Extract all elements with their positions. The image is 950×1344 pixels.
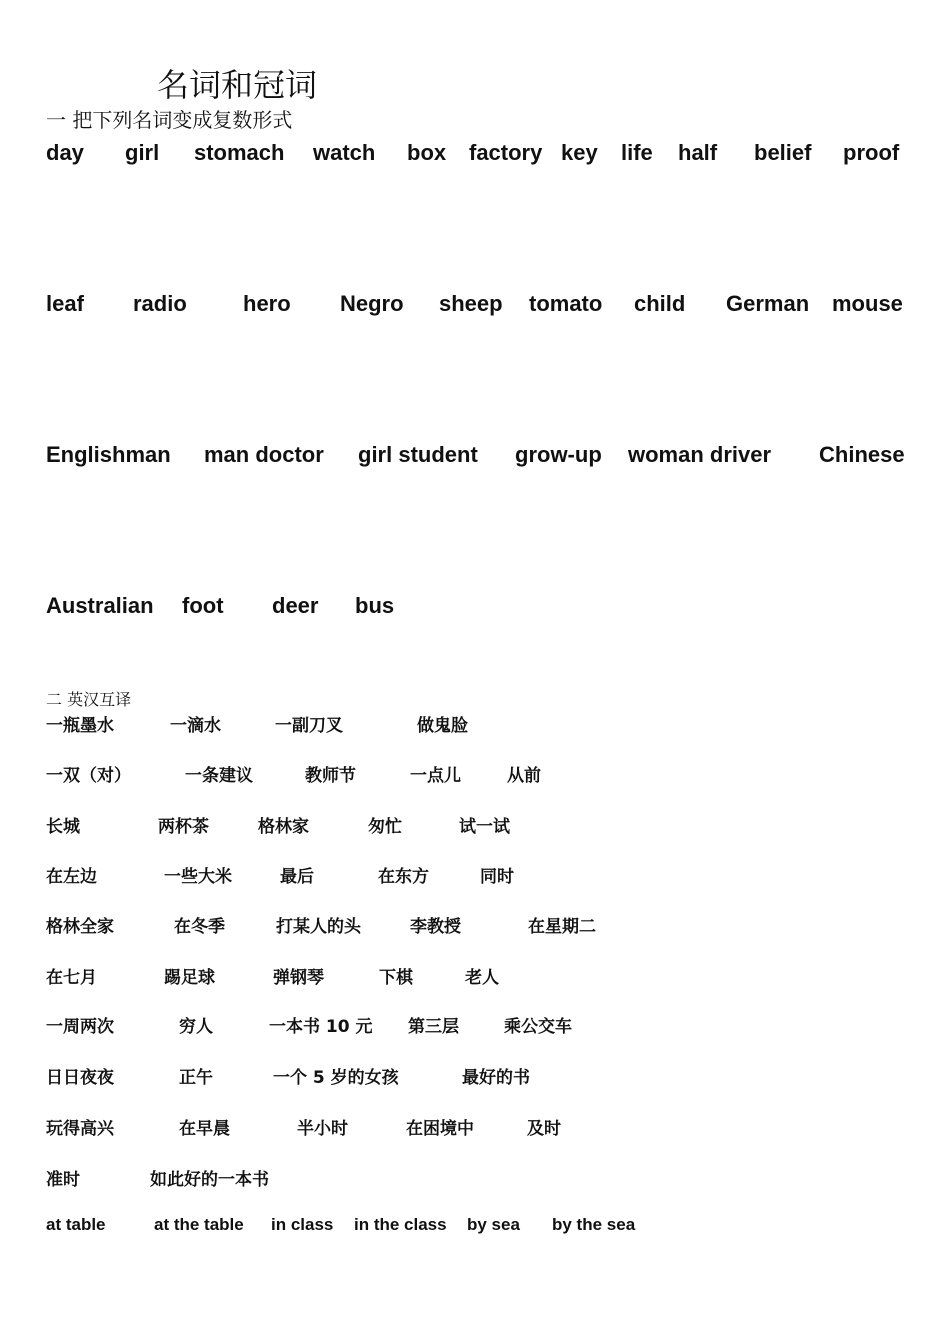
word: German [726,291,810,316]
word: hero [243,291,291,316]
phrase: 从前 [507,766,541,786]
phrase: 长城 [46,817,80,837]
phrase: 最后 [280,867,314,887]
phrase: 一周两次 [46,1017,114,1037]
phrase: 一瓶墨水 [46,716,114,736]
phrase: 打某人的头 [276,917,361,937]
phrase: 下棋 [379,968,413,988]
word: sheep [439,291,503,316]
word: foot [182,593,224,618]
phrase: 及时 [527,1119,561,1139]
word: child [634,291,686,316]
phrase: 一些大米 [164,867,232,887]
phrase: 在星期二 [528,917,596,937]
section-1-heading: 一 把下列名词变成复数形式 [46,108,293,132]
word: key [561,140,598,165]
phrase: in class [271,1215,334,1234]
page-title: 名词和冠词 [157,66,318,104]
phrase: 一滴水 [170,716,221,736]
phrase: at the table [154,1215,244,1234]
phrase: 在早晨 [179,1119,230,1139]
word: Australian [46,593,154,618]
phrase: 如此好的一本书 [150,1170,269,1190]
word: Chinese [819,442,905,467]
phrase: 乘公交车 [504,1017,572,1037]
word: woman driver [628,442,772,467]
phrase: 弹钢琴 [273,968,324,988]
phrase: 老人 [465,968,499,988]
phrase: 两杯茶 [158,817,209,837]
phrase: 同时 [480,867,514,887]
phrase: 教师节 [305,766,356,786]
phrase: 准时 [46,1170,80,1190]
phrase: 试一试 [459,817,510,837]
phrase: 一点儿 [410,766,461,786]
phrase: 一本书 10 元 [269,1017,373,1037]
phrase: 玩得高兴 [46,1119,114,1139]
word: watch [313,140,376,165]
word: Negro [340,291,404,316]
word: mouse [832,291,903,316]
word: girl [125,140,160,165]
word: bus [355,593,395,618]
word: girl student [358,442,478,467]
phrase: at table [46,1215,106,1234]
phrase: 一个 5 岁的女孩 [273,1068,399,1088]
word: belief [754,140,812,165]
phrase: 日日夜夜 [46,1068,114,1088]
word: day [46,140,84,165]
word: Englishman [46,442,171,467]
phrase: 在七月 [46,968,97,988]
phrase: by sea [467,1215,520,1234]
word: stomach [194,140,285,165]
word: factory [469,140,543,165]
word: radio [133,291,187,316]
word: leaf [46,291,84,316]
phrase: 一副刀叉 [275,716,343,736]
word: man doctor [204,442,324,467]
phrase: 一双（对） [46,766,131,786]
phrase: by the sea [552,1215,636,1234]
phrase: 最好的书 [462,1068,530,1088]
phrase: 匆忙 [368,817,402,837]
phrase: 格林全家 [46,917,114,937]
word: life [621,140,653,165]
word: deer [272,593,319,618]
phrase: 在左边 [46,867,97,887]
phrase: 踢足球 [164,968,215,988]
section-2-heading: 二 英汉互译 [46,690,132,709]
phrase: 在困境中 [406,1119,474,1139]
phrase: 半小时 [297,1119,348,1139]
phrase: 正午 [179,1068,213,1088]
word: box [407,140,447,165]
phrase: 李教授 [410,917,461,937]
word: tomato [529,291,603,316]
phrase: 穷人 [179,1017,213,1037]
phrase: 在东方 [378,867,429,887]
phrase: 做鬼脸 [417,716,468,736]
word: grow-up [515,442,602,467]
phrase: in the class [354,1215,447,1234]
phrase: 第三层 [408,1017,459,1037]
phrase: 在冬季 [174,917,225,937]
word: half [678,140,718,165]
phrase: 一条建议 [185,766,253,786]
phrase: 格林家 [258,817,309,837]
word: proof [843,140,900,165]
